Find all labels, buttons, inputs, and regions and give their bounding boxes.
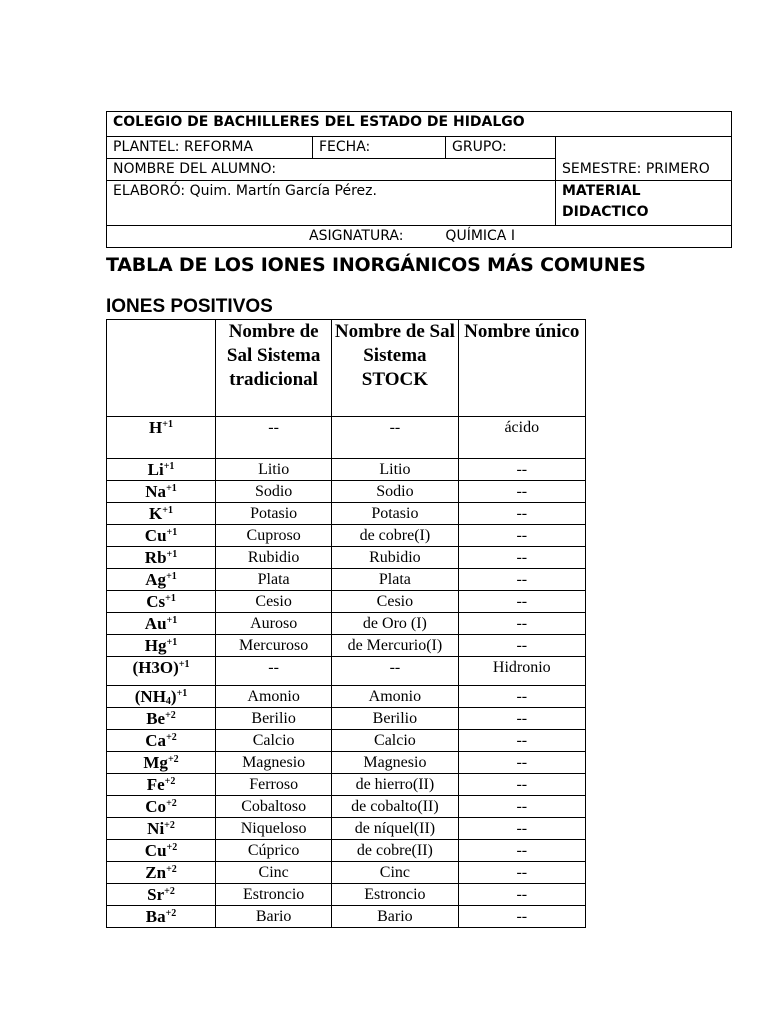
unique-name: -- <box>458 686 585 708</box>
ion-symbol-text: Rb <box>144 548 167 567</box>
ion-symbol <box>107 862 216 884</box>
material-field: MATERIAL DIDACTICO <box>556 181 732 226</box>
ion-symbol-text: Mg <box>143 753 168 772</box>
unique-name: -- <box>458 840 585 862</box>
unique-name: -- <box>458 525 585 547</box>
ion-symbol-text: Co <box>145 797 167 816</box>
traditional-name: Bario <box>216 906 332 928</box>
ion-charge: +1 <box>165 593 176 604</box>
alumno-field: NOMBRE DEL ALUMNO: <box>107 159 556 181</box>
header-unique: Nombre único <box>458 320 585 417</box>
ion-charge: +2 <box>166 842 178 853</box>
ion-symbol-text: Be <box>146 709 166 728</box>
table-row <box>107 635 586 657</box>
stock-name: Plata <box>332 569 458 591</box>
unique-name: -- <box>458 862 585 884</box>
unique-name: -- <box>458 818 585 840</box>
unique-name: -- <box>458 730 585 752</box>
header-ion <box>107 320 216 417</box>
stock-name: Cesio <box>332 591 458 613</box>
stock-name: de hierro(II) <box>332 774 458 796</box>
stock-name: de Mercurio(I) <box>332 635 458 657</box>
asignatura-row <box>107 226 732 248</box>
table-row <box>107 503 586 525</box>
stock-name: de cobre(I) <box>332 525 458 547</box>
stock-name: Bario <box>332 906 458 928</box>
ion-charge: +1 <box>166 615 178 626</box>
unique-name: -- <box>458 591 585 613</box>
traditional-name: Auroso <box>216 613 332 635</box>
semestre-field: SEMESTRE: PRIMERO <box>556 137 732 181</box>
unique-name: -- <box>458 481 585 503</box>
stock-name: Magnesio <box>332 752 458 774</box>
ion-charge: +2 <box>166 732 177 743</box>
traditional-name: Cobaltoso <box>216 796 332 818</box>
traditional-name: Estroncio <box>216 884 332 906</box>
ion-charge: +2 <box>164 776 176 787</box>
unique-name: -- <box>458 774 585 796</box>
ion-charge: +2 <box>165 710 176 721</box>
ion-symbol <box>107 818 216 840</box>
ion-symbol-text: Cs <box>146 592 166 611</box>
ion-symbol <box>107 569 216 591</box>
stock-name: de níquel(II) <box>332 818 458 840</box>
ion-symbol <box>107 752 216 774</box>
unique-name: -- <box>458 708 585 730</box>
ion-charge: +1 <box>166 637 178 648</box>
grupo-field: GRUPO: <box>446 137 556 159</box>
ion-symbol-text: Cu <box>144 841 167 860</box>
ion-symbol-text: Ag <box>145 570 167 589</box>
traditional-name: Cesio <box>216 591 332 613</box>
ion-symbol <box>107 525 216 547</box>
ions-table-body <box>107 417 586 928</box>
ion-symbol <box>107 417 216 459</box>
table-row <box>107 686 586 708</box>
header-stock: Nombre de Sal Sistema STOCK <box>332 320 458 417</box>
traditional-name: Sodio <box>216 481 332 503</box>
ion-symbol <box>107 547 216 569</box>
traditional-name: Magnesio <box>216 752 332 774</box>
unique-name: -- <box>458 796 585 818</box>
stock-name: de cobre(II) <box>332 840 458 862</box>
stock-name: Amonio <box>332 686 458 708</box>
ion-symbol <box>107 613 216 635</box>
ion-symbol-text: Sr <box>147 885 165 904</box>
table-row <box>107 906 586 928</box>
ion-symbol-text: Au <box>144 614 167 633</box>
asignatura-value: QUÍMICA I <box>445 228 515 244</box>
table-row <box>107 657 586 686</box>
ion-symbol-text: H <box>149 418 163 437</box>
header-traditional: Nombre de Sal Sistema tradicional <box>216 320 332 417</box>
ion-symbol <box>107 591 216 613</box>
traditional-name: Amonio <box>216 686 332 708</box>
section-title: IONES POSITIVOS <box>106 296 273 317</box>
ion-charge: +1 <box>166 571 177 582</box>
traditional-name: Rubidio <box>216 547 332 569</box>
unique-name: -- <box>458 884 585 906</box>
table-row <box>107 525 586 547</box>
unique-name: -- <box>458 752 585 774</box>
ion-charge: +1 <box>178 659 190 670</box>
stock-name: Litio <box>332 459 458 481</box>
ion-symbol-text: Hg <box>144 636 167 655</box>
stock-name: Sodio <box>332 481 458 503</box>
asignatura-label: ASIGNATURA: <box>309 228 404 244</box>
table-row <box>107 569 586 591</box>
table-row <box>107 613 586 635</box>
ion-symbol-text: Cu <box>144 526 167 545</box>
ion-charge: +1 <box>166 527 178 538</box>
stock-name: Calcio <box>332 730 458 752</box>
stock-name: -- <box>332 417 458 459</box>
ion-symbol <box>107 503 216 525</box>
stock-name: Estroncio <box>332 884 458 906</box>
ion-symbol <box>107 796 216 818</box>
unique-name: ácido <box>458 417 585 459</box>
ion-symbol-text: Na <box>145 482 167 501</box>
traditional-name: Calcio <box>216 730 332 752</box>
ion-symbol-text: (H3O) <box>132 658 179 677</box>
ion-symbol-text: Ni <box>147 819 165 838</box>
elaboro-field: ELABORÓ: Quim. Martín García Pérez. <box>107 181 556 226</box>
fecha-field: FECHA: <box>313 137 446 159</box>
table-row <box>107 752 586 774</box>
header-table <box>106 111 732 248</box>
traditional-name: Plata <box>216 569 332 591</box>
ion-close-paren: ) <box>170 687 177 706</box>
ion-symbol-text: Fe <box>146 775 165 794</box>
ion-symbol <box>107 906 216 928</box>
stock-name: -- <box>332 657 458 686</box>
stock-name: Cinc <box>332 862 458 884</box>
ion-symbol <box>107 708 216 730</box>
ion-charge: +1 <box>166 483 177 494</box>
table-row <box>107 547 586 569</box>
ion-symbol-text: K <box>149 504 163 523</box>
table-row <box>107 840 586 862</box>
table-row <box>107 818 586 840</box>
unique-name: -- <box>458 906 585 928</box>
document-title: TABLA DE LOS IONES INORGÁNICOS MÁS COMUNES <box>106 254 646 276</box>
ion-symbol <box>107 657 216 686</box>
school-name: COLEGIO DE BACHILLERES DEL ESTADO DE HIDALGO <box>107 112 732 137</box>
ion-charge: +2 <box>166 798 177 809</box>
table-row <box>107 774 586 796</box>
ion-charge: +2 <box>166 864 177 875</box>
table-row <box>107 708 586 730</box>
traditional-name: Mercuroso <box>216 635 332 657</box>
ion-symbol-text: (NH <box>134 687 166 706</box>
table-row <box>107 862 586 884</box>
table-row <box>107 459 586 481</box>
table-row <box>107 481 586 503</box>
traditional-name: Niqueloso <box>216 818 332 840</box>
unique-name: -- <box>458 503 585 525</box>
ion-charge: +1 <box>166 549 178 560</box>
unique-name: -- <box>458 547 585 569</box>
ion-symbol <box>107 730 216 752</box>
stock-name: de cobalto(II) <box>332 796 458 818</box>
traditional-name: -- <box>216 417 332 459</box>
table-row <box>107 730 586 752</box>
traditional-name: Potasio <box>216 503 332 525</box>
ion-subscript: 4 <box>165 696 171 707</box>
stock-name: de Oro (I) <box>332 613 458 635</box>
stock-name: Berilio <box>332 708 458 730</box>
ion-charge: +2 <box>165 908 177 919</box>
traditional-name: Cuproso <box>216 525 332 547</box>
table-row <box>107 884 586 906</box>
stock-name: Potasio <box>332 503 458 525</box>
ion-charge: +2 <box>164 886 175 897</box>
ion-symbol <box>107 840 216 862</box>
ion-symbol <box>107 635 216 657</box>
table-row <box>107 417 586 459</box>
traditional-name: Ferroso <box>216 774 332 796</box>
traditional-name: Berilio <box>216 708 332 730</box>
ion-symbol-text: Ba <box>145 907 166 926</box>
ion-charge: +2 <box>164 820 175 831</box>
ions-table <box>106 319 586 928</box>
ion-symbol <box>107 459 216 481</box>
plantel-field: PLANTEL: REFORMA <box>107 137 313 159</box>
unique-name: -- <box>458 569 585 591</box>
ion-symbol-text: Li <box>147 460 164 479</box>
traditional-name: Cinc <box>216 862 332 884</box>
traditional-name: Litio <box>216 459 332 481</box>
unique-name: -- <box>458 635 585 657</box>
table-row <box>107 591 586 613</box>
ion-symbol <box>107 686 216 708</box>
ion-charge: +1 <box>162 419 173 430</box>
ion-symbol <box>107 774 216 796</box>
traditional-name: -- <box>216 657 332 686</box>
stock-name: Rubidio <box>332 547 458 569</box>
traditional-name: Cúprico <box>216 840 332 862</box>
table-row <box>107 796 586 818</box>
ion-charge: +1 <box>163 461 175 472</box>
ion-charge: +1 <box>176 688 188 699</box>
ion-charge: +1 <box>162 505 173 516</box>
unique-name: -- <box>458 613 585 635</box>
unique-name: -- <box>458 459 585 481</box>
ion-symbol-text: Ca <box>145 731 167 750</box>
unique-name: Hidronio <box>458 657 585 686</box>
ion-charge: +2 <box>167 754 179 765</box>
ion-symbol <box>107 884 216 906</box>
ion-symbol <box>107 481 216 503</box>
ion-symbol-text: Zn <box>145 863 167 882</box>
